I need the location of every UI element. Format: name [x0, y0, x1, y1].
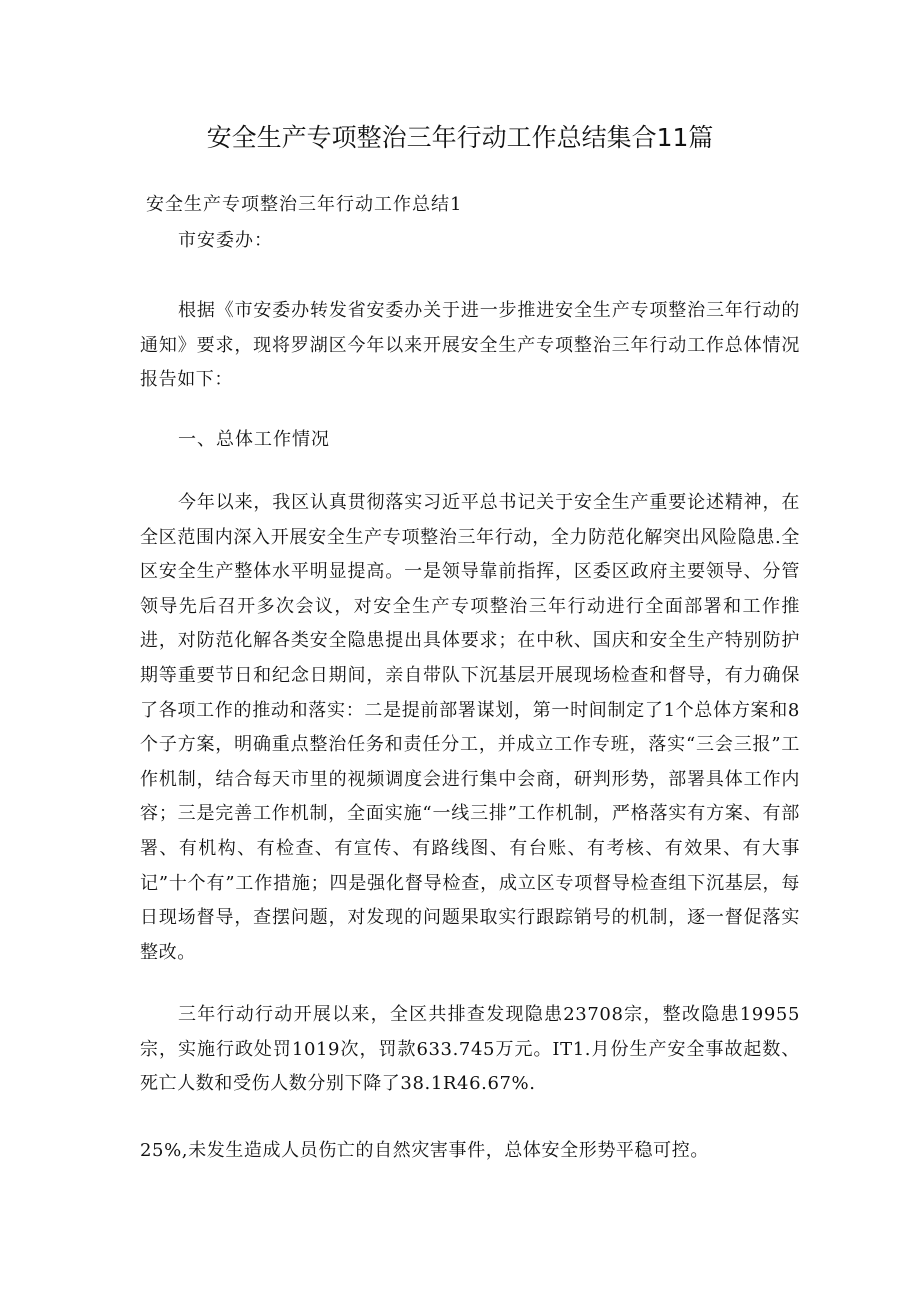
stats-paragraph: 三年行动行动开展以来，全区共排查发现隐患23708宗，整改隐患19955宗，实施行政处罚1019次，罚款633.745万元。IT1.月份生产安全事故起数、死亡人数和受伤人数分别下降了38.1R46.67%.	[140, 1004, 800, 1095]
section-heading: 一、总体工作情况	[178, 429, 330, 450]
closing-paragraph: 25%,未发生造成人员伤亡的自然灾害事件，总体安全形势平稳可控。	[140, 1140, 709, 1161]
salutation: 市安委办：	[178, 230, 273, 251]
body-paragraph: 今年以来，我区认真贯彻落实习近平总书记关于安全生产重要论述精神，在全区范围内深入开展安全生产专项整治三年行动，全力防范化解突出风险隐患.全区安全生产整体水平明显提高。一是领导靠前指挥，区委区政府主要领导、分管领导先后召开多次会议，对安全生产专项整治三年行动进行全面部署和工作推进，对防范化解各类安全隐患提出具体要求；在中秋、国庆和安全生产特别防护期等重要节日和纪念日期间，亲自带队下沉基层开展现场检查和督导，有力确保了各项工作的推动和落实：二是提前部署谋划，第一时间制定了1个总体方案和8个子方案，明确重点整治任务和责任分工，并成立工作专班，落实“三会三报”工作机制，结合每天市里的视频调度会进行集中会商，研判形势，部署具体工作内容；三是完善工作机制，全面实施“一线三排”工作机制，严格落实有方案、有部署、有机构、有检查、有宣传、有路线图、有台账、有考核、有效果、有大事记”十个有”工作措施；四是强化督导检查，成立区专项督导检查组下沉基层，每日现场督导，查摆问题，对发现的问题果取实行跟踪销号的机制，逐一督促落实整改。	[140, 492, 800, 963]
document-subtitle: 安全生产专项整治三年行动工作总结1	[146, 194, 463, 215]
intro-paragraph: 根据《市安委办转发省安委办关于进一步推进安全生产专项整治三年行动的通知》要求，现将罗湖区今年以来开展安全生产专项整治三年行动工作总体情况报告如下：	[140, 300, 800, 391]
document-title: 安全生产专项整治三年行动工作总结集合11篇	[206, 123, 714, 152]
